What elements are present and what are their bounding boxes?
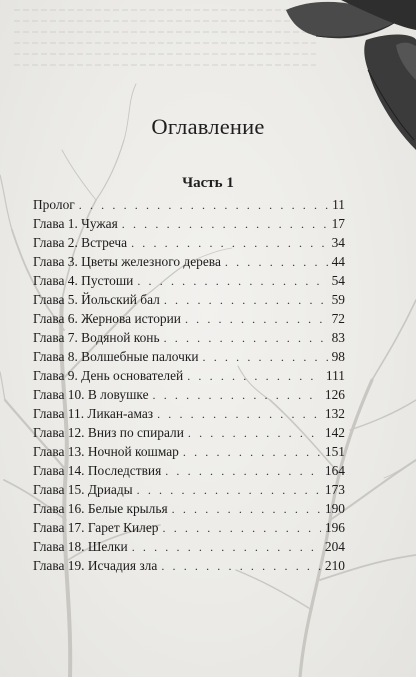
toc-entry-page: 17 bbox=[331, 216, 345, 231]
toc-entry[interactable] bbox=[33, 290, 345, 309]
leader-dots bbox=[131, 234, 328, 253]
toc-entry-page: 11 bbox=[332, 197, 345, 212]
toc-entry-label: Глава 9. День основателей bbox=[33, 368, 184, 383]
toc-entry[interactable] bbox=[33, 423, 345, 442]
toc-entry[interactable] bbox=[33, 480, 345, 499]
leader-dots bbox=[132, 538, 321, 557]
leader-dots bbox=[172, 500, 321, 519]
toc-entry-label: Пролог bbox=[33, 197, 75, 212]
leader-dots bbox=[122, 215, 328, 234]
toc-heading: Оглавление bbox=[151, 114, 265, 139]
toc-entry[interactable] bbox=[33, 328, 345, 347]
leader-dots bbox=[183, 443, 321, 462]
toc-entry-page: 164 bbox=[324, 463, 345, 478]
leader-dots bbox=[164, 291, 328, 310]
toc-entry[interactable] bbox=[33, 404, 345, 423]
toc-entry-label: Глава 19. Исчадия зла bbox=[33, 558, 158, 573]
toc-entry-page: 72 bbox=[331, 311, 345, 326]
toc-entry[interactable] bbox=[33, 252, 345, 271]
table-of-contents bbox=[33, 195, 345, 575]
toc-entry-page: 151 bbox=[324, 444, 345, 459]
toc-entry-label: Глава 14. Последствия bbox=[33, 463, 162, 478]
leader-dots bbox=[203, 348, 328, 367]
toc-entry-label: Глава 11. Ликан-амаз bbox=[33, 406, 154, 421]
leader-dots bbox=[163, 519, 321, 538]
toc-entry-page: 210 bbox=[324, 558, 345, 573]
leader-dots bbox=[137, 272, 327, 291]
leader-dots bbox=[188, 424, 321, 443]
toc-entry[interactable] bbox=[33, 461, 345, 480]
toc-entry-label: Глава 7. Водяной конь bbox=[33, 330, 160, 345]
toc-entry[interactable] bbox=[33, 195, 345, 214]
toc-entry[interactable] bbox=[33, 537, 345, 556]
leader-dots bbox=[137, 481, 321, 500]
leader-dots bbox=[225, 253, 328, 272]
leader-dots bbox=[161, 557, 321, 576]
toc-entry[interactable] bbox=[33, 499, 345, 518]
toc-entry[interactable] bbox=[33, 233, 345, 252]
toc-entry-page: 111 bbox=[325, 368, 345, 383]
toc-entry-label: Глава 13. Ночной кошмар bbox=[33, 444, 179, 459]
toc-entry-label: Глава 8. Волшебные палочки bbox=[33, 349, 199, 364]
toc-entry-label: Глава 4. Пустоши bbox=[33, 273, 134, 288]
toc-entry-label: Глава 6. Жернова истории bbox=[33, 311, 181, 326]
toc-entry-label: Глава 3. Цветы железного дерева bbox=[33, 254, 221, 269]
leader-dots bbox=[187, 367, 322, 386]
toc-entry-page: 142 bbox=[324, 425, 345, 440]
toc-entry-label: Глава 18. Шелки bbox=[33, 539, 128, 554]
toc-entry-page: 126 bbox=[324, 387, 345, 402]
toc-entry-page: 34 bbox=[331, 235, 345, 250]
toc-entry-page: 204 bbox=[324, 539, 345, 554]
leader-dots bbox=[157, 405, 321, 424]
toc-entry-page: 59 bbox=[331, 292, 345, 307]
toc-entry[interactable] bbox=[33, 518, 345, 537]
toc-entry-label: Глава 5. Йольский бал bbox=[33, 292, 160, 307]
toc-entry-page: 190 bbox=[324, 501, 345, 516]
leader-dots bbox=[79, 196, 328, 215]
toc-entry[interactable] bbox=[33, 309, 345, 328]
toc-entry[interactable] bbox=[33, 556, 345, 575]
toc-entry-page: 132 bbox=[324, 406, 345, 421]
toc-entry[interactable] bbox=[33, 366, 345, 385]
toc-entry[interactable] bbox=[33, 442, 345, 461]
toc-entry-page: 98 bbox=[331, 349, 345, 364]
toc-entry-label: Глава 17. Гарет Килер bbox=[33, 520, 159, 535]
toc-entry[interactable] bbox=[33, 214, 345, 233]
toc-entry-label: Глава 15. Дриады bbox=[33, 482, 133, 497]
toc-entry[interactable] bbox=[33, 385, 345, 404]
part-heading: Часть 1 bbox=[182, 175, 234, 191]
toc-entry-label: Глава 2. Встреча bbox=[33, 235, 128, 250]
leader-dots bbox=[165, 462, 321, 481]
toc-entry-label: Глава 1. Чужая bbox=[33, 216, 118, 231]
leader-dots bbox=[164, 329, 328, 348]
toc-entry-page: 173 bbox=[324, 482, 345, 497]
toc-entry-page: 44 bbox=[331, 254, 345, 269]
toc-entry[interactable] bbox=[33, 271, 345, 290]
toc-entry-page: 54 bbox=[331, 273, 345, 288]
leader-dots bbox=[185, 310, 328, 329]
toc-entry-page: 83 bbox=[331, 330, 345, 345]
toc-entry-page: 196 bbox=[324, 520, 345, 535]
toc-entry-label: Глава 16. Белые крылья bbox=[33, 501, 168, 516]
toc-entry-label: Глава 12. Вниз по спирали bbox=[33, 425, 184, 440]
toc-entry-label: Глава 10. В ловушке bbox=[33, 387, 149, 402]
leader-dots bbox=[153, 386, 321, 405]
toc-entry[interactable] bbox=[33, 347, 345, 366]
